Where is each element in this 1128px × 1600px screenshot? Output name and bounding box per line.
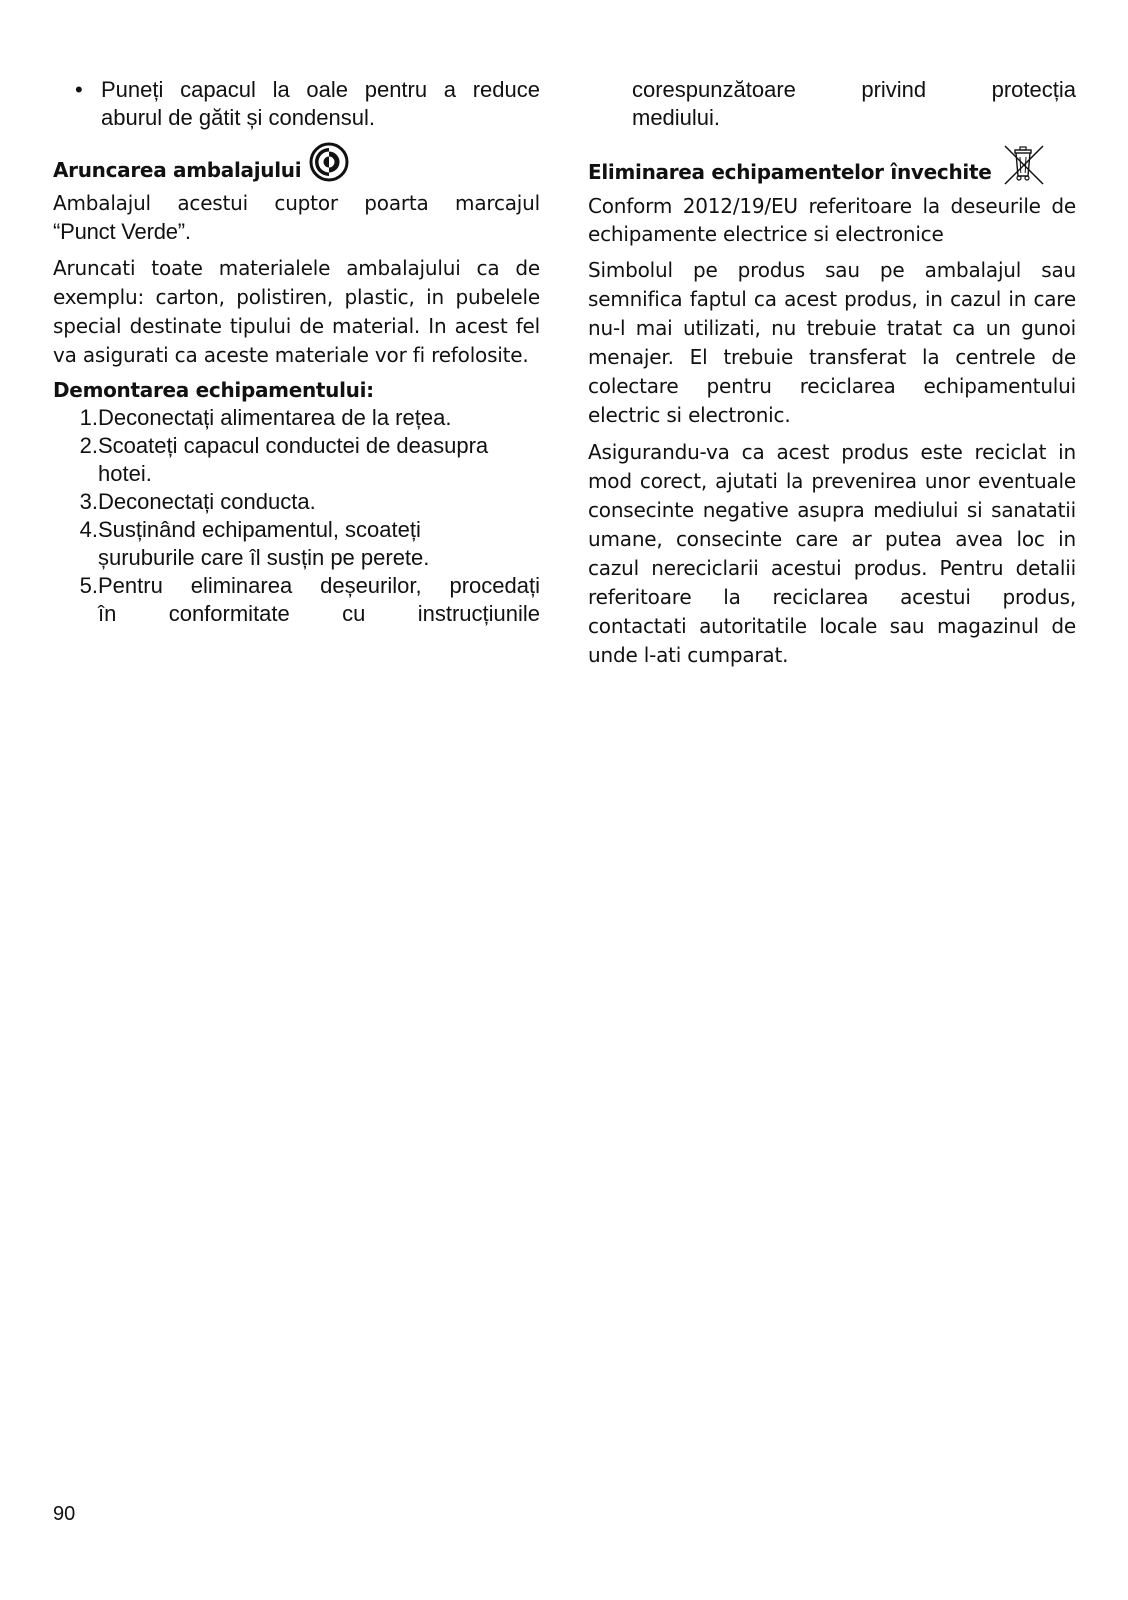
packaging-heading <box>53 142 540 184</box>
disposal-heading <box>588 142 1076 188</box>
disposal-paragraph-3: Asigurandu-va ca acest produs este reciclat in mod corect, ajutati la prevenirea unor eventuale consecinte negative asupra mediului si sanatatii umane, consecinte care ar putea avea loc in cazul nereciclarii acestui produs. Pentru detalii referitoare la reciclarea acestui produs, contactati autoritatile locale sau magazinul de unde l-ati cumparat. <box>588 440 1076 667</box>
disposal-paragraph-1: Conform 2012/19/EU referitoare la deseurile de echipamente electrice si electronice <box>588 194 1076 246</box>
bullet-item <box>53 76 540 132</box>
disposal-paragraph-2: Simbolul pe produs sau pe ambalajul sau semnifica faptul ca acest produs, in cazul in care nu-l mai utilizati, nu trebuie tratat ca un gunoi menajer. El trebuie transferat la centrele de colectare pentru reciclarea echipamentului electric si electronic. <box>588 258 1076 427</box>
bullet-mark: • <box>75 77 83 102</box>
packaging-paragraph-2: Aruncati toate materialele ambalajului ca de exemplu: carton, polistiren, plastic, in pubelele special destinate tipului de material. In acest fel va asigurati ca aceste materiale vor fi refolosite. <box>53 256 540 367</box>
list-item: 5. Pentru eliminarea deșeurilor, procedați în conformitate cu instrucțiunile <box>79 573 540 626</box>
item-5-line-1: Pentru eliminarea deșeurilor, procedați <box>98 573 540 598</box>
list-item: 2. Scoateți capacul conductei de deasupra hotei. <box>79 433 489 486</box>
packaging-p1-line-2: “Punct Verde”. <box>53 219 191 244</box>
packaging-title: Aruncarea ambalajului <box>53 158 302 182</box>
packaging-p1-line-1: Ambalajul acestui cuptor poarta marcajul <box>53 191 540 215</box>
left-column <box>53 76 540 628</box>
continuation-line-1: corespunzătoare privind protecția <box>632 77 1076 102</box>
bullet-line-1: Puneți capacul la oale pentru a reduce <box>101 77 540 102</box>
list-item: 1. Deconectați alimentarea de la rețea. <box>79 405 452 430</box>
packaging-paragraph-1 <box>53 188 540 246</box>
disposal-title: Eliminarea echipamentelor învechite <box>588 160 992 184</box>
dismantling-title: Demontarea echipamentului: <box>53 378 374 402</box>
list-item: 4. Susținând echipamentul, scoateți șuruburile care îl susțin pe perete. <box>79 517 430 570</box>
right-column <box>588 76 1076 670</box>
continuation-text <box>588 76 1076 132</box>
page-number: 90 <box>53 1503 76 1525</box>
bullet-line-2: aburul de gătit și condensul. <box>101 105 375 130</box>
dismantling-list <box>53 404 540 628</box>
green-dot-icon <box>309 142 349 182</box>
dismantling-heading <box>53 376 540 404</box>
continuation-line-2: mediului. <box>632 105 721 130</box>
list-item: 3. Deconectați conducta. <box>79 489 316 514</box>
item-5-line-2: în conformitate cu instrucțiunile <box>98 601 540 626</box>
crossed-bin-icon <box>999 142 1047 188</box>
